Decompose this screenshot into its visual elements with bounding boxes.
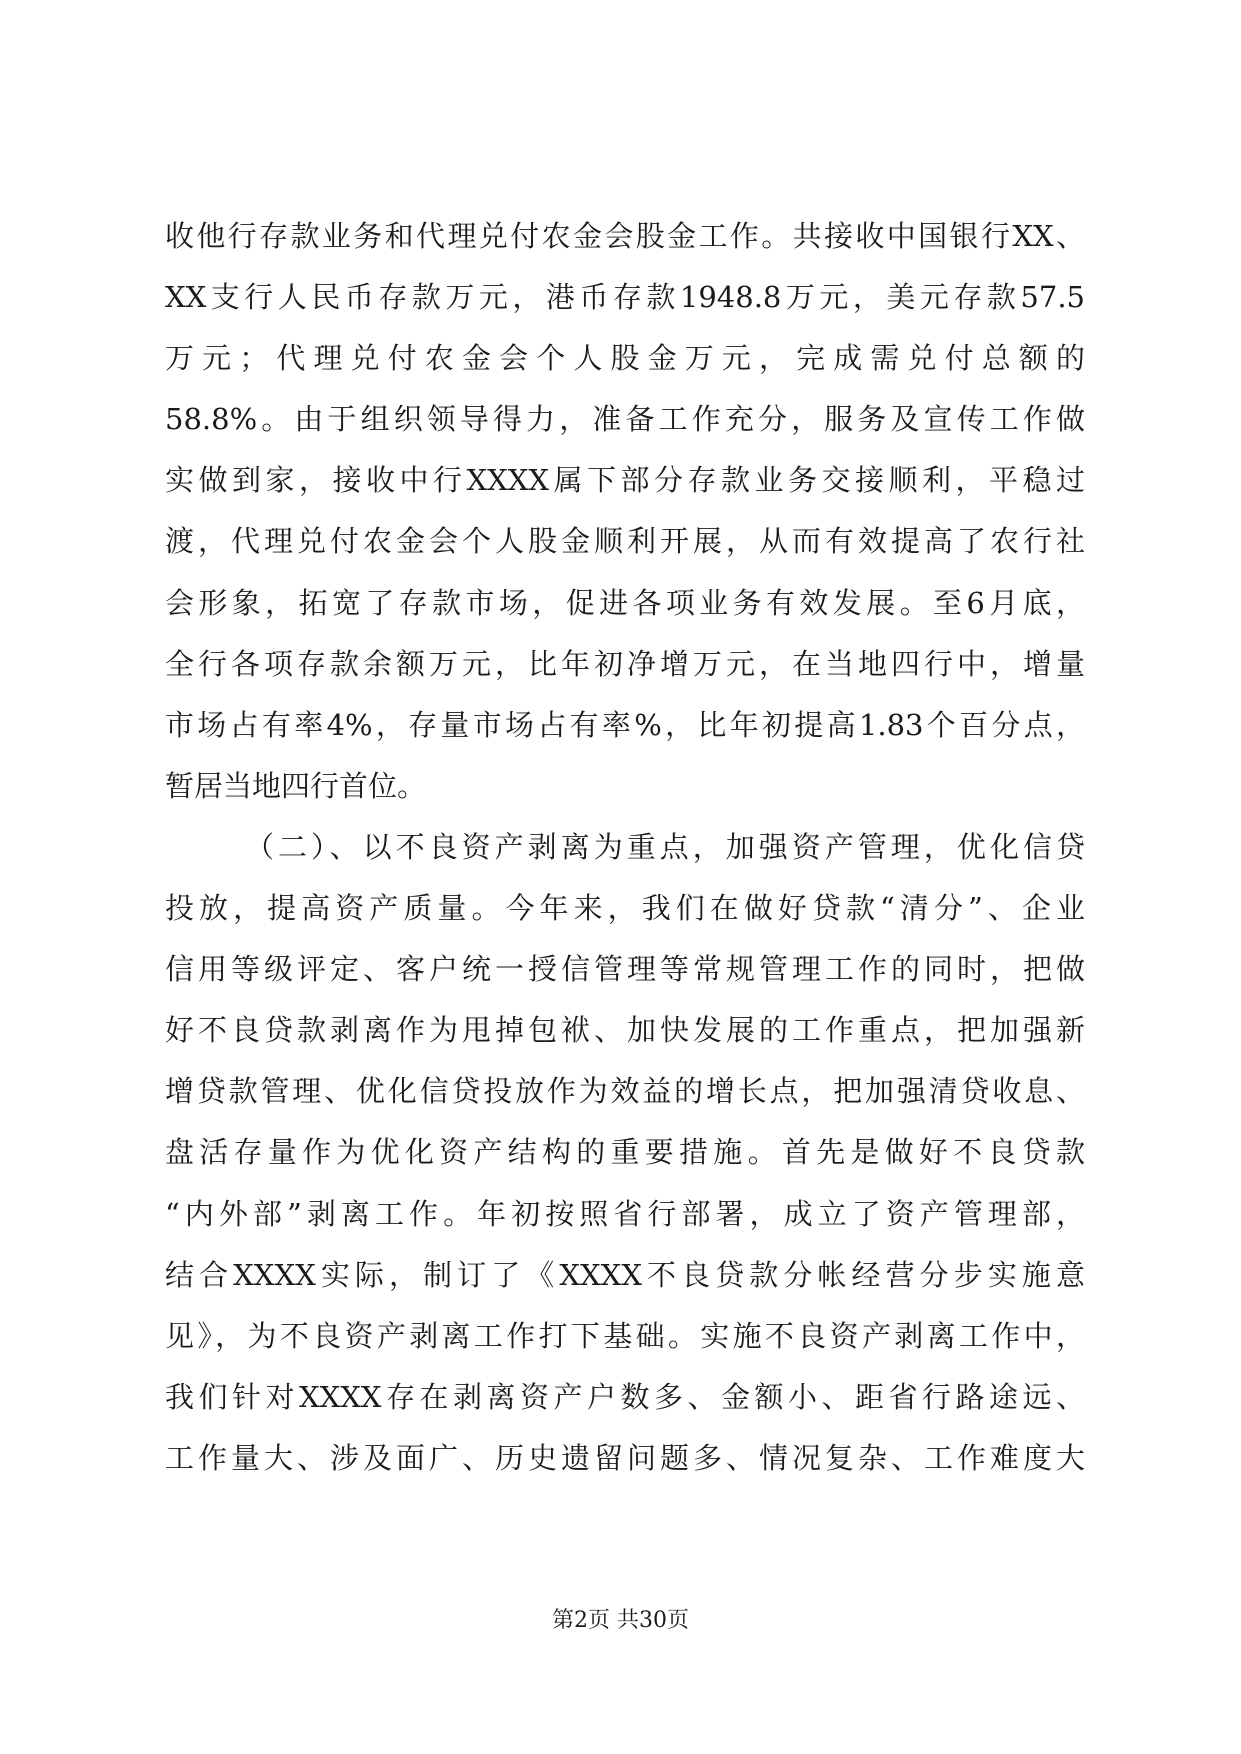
section-heading-line: （二）、以不良资产剥离为重点，加强资产管理，优化信贷 <box>245 829 1085 864</box>
text-line: 暂居当地四行首位。 <box>165 768 427 803</box>
body-text <box>165 206 1085 1489</box>
text-line: 58.8%。由于组织领导得力，准备工作充分，服务及宣传工作做 <box>165 402 1085 437</box>
text-line: 万元；代理兑付农金会个人股金万元，完成需兑付总额的 <box>165 341 1085 376</box>
page-number-footer: 第2页 共30页 <box>552 1608 689 1633</box>
text-line: 市场占有率4%，存量市场占有率%，比年初提高1.83个百分点， <box>165 707 1085 742</box>
text-line: 全行各项存款余额万元，比年初净增万元，在当地四行中，增量 <box>165 646 1085 681</box>
text-line: 增贷款管理、优化信贷投放作为效益的增长点，把加强清贷收息、 <box>165 1074 1085 1109</box>
text-line: “内外部”剥离工作。年初按照省行部署，成立了资产管理部， <box>165 1196 1085 1231</box>
text-line: 收他行存款业务和代理兑付农金会股金工作。共接收中国银行XX、 <box>165 219 1085 253</box>
text-line: 会形象，拓宽了存款市场，促进各项业务有效发展。至6月底， <box>165 585 1085 620</box>
text-line: 盘活存量作为优化资产结构的重要措施。首先是做好不良贷款 <box>165 1135 1085 1170</box>
text-line: 信用等级评定、客户统一授信管理等常规管理工作的同时，把做 <box>165 952 1085 987</box>
text-line: 投放，提高资产质量。今年来，我们在做好贷款“清分”、企业 <box>165 891 1085 926</box>
text-line: 结合XXXX实际，制订了《XXXX不良贷款分帐经营分步实施意 <box>165 1257 1085 1292</box>
text-line: 我们针对XXXX存在剥离资产户数多、金额小、距省行路途远、 <box>165 1379 1085 1414</box>
text-line: XX支行人民币存款万元，港币存款1948.8万元，美元存款57.5 <box>165 280 1085 315</box>
text-line: 见》，为不良资产剥离工作打下基础。实施不良资产剥离工作中， <box>165 1318 1085 1353</box>
text-line: 工作量大、涉及面广、历史遗留问题多、情况复杂、工作难度大 <box>165 1440 1085 1475</box>
text-line: 实做到家，接收中行XXXX属下部分存款业务交接顺利，平稳过 <box>165 463 1085 498</box>
text-line: 好不良贷款剥离作为甩掉包袱、加快发展的工作重点，把加强新 <box>165 1013 1085 1048</box>
text-line: 渡，代理兑付农金会个人股金顺利开展，从而有效提高了农行社 <box>165 524 1085 559</box>
